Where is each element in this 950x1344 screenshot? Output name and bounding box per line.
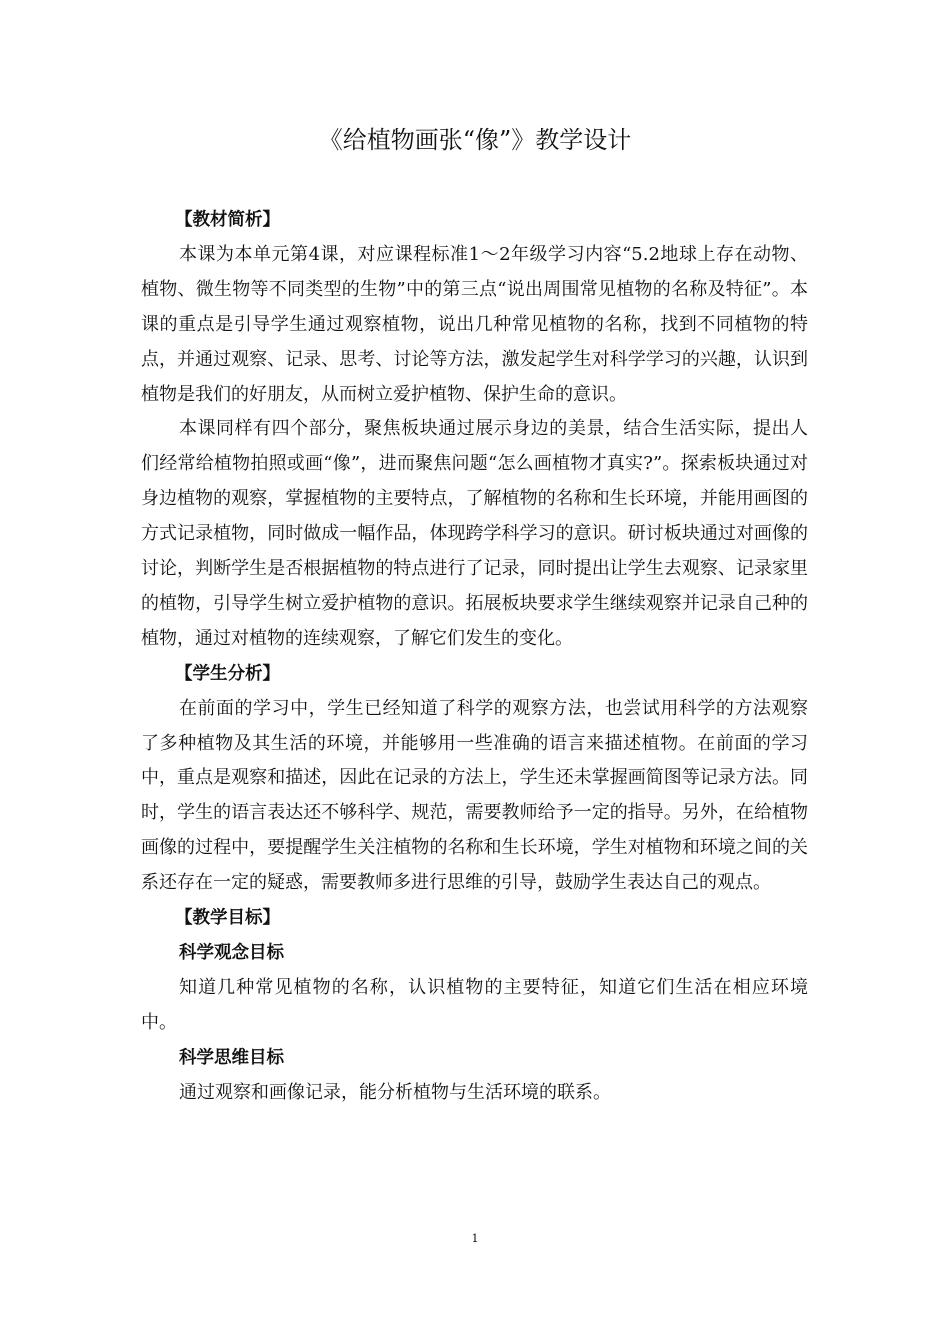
section-heading-students: 【学生分析】 xyxy=(175,663,280,684)
document-title: 《给植物画张“像”》教学设计 xyxy=(318,126,632,154)
students-paragraph-1: 在前面的学习中，学生已经知道了科学的观察方法，也尝试用科学的方法观察了多种植物及其生活的环境，并能够用一些准确的语言来描述植物。在前面的学习中，重点是观察和描述，因此在记录的方法上，学生还未掌握画简图等记录方法。同时，学生的语言表达还不够科学、规范，需要教师给予一定的指导。另外，在给植物画像的过程中，要提醒学生关注植物的名称和生长环境，学生对植物和环境之间的关系还存在一定的疑惑，需要教师多进行思维的引导，鼓励学生表达自己的观点。 xyxy=(141,697,808,894)
section-heading-materials: 【教材简析】 xyxy=(175,210,280,230)
goal-text-thinking: 通过观察和画像记录，能分析植物与生活环境的联系。 xyxy=(179,1081,611,1103)
goal-heading-concept: 科学观念目标 xyxy=(179,942,284,963)
goal-text-concept: 知道几种常见植物的名称，认识植物的主要特征，知道它们生活在相应环境中。 xyxy=(141,976,808,1033)
page-number: 1 xyxy=(471,1232,479,1245)
materials-paragraph-2: 本课同样有四个部分，聚焦板块通过展示身边的美景，结合生活实际，提出人们经常给植物拍照或画“像”，进而聚焦问题“怎么画植物才真实?”。探索板块通过对身边植物的观察，掌握植物的主要特点，了解植物的名称和生长环境，并能用画图的方式记录植物，同时做成一幅作品，体现跨学科学习的意识。研讨板块通过对画像的讨论，判断学生是否根据植物的特点进行了记录，同时提出让学生去观察、记录家里的植物，引导学生树立爱护植物的意识。拓展板块要求学生继续观察并记录自己种的植物，通过对植物的连续观察，了解它们发生的变化。 xyxy=(141,418,808,649)
document-body xyxy=(141,203,808,1110)
section-heading-goals: 【教学目标】 xyxy=(175,908,280,929)
goal-heading-thinking: 科学思维目标 xyxy=(179,1047,284,1068)
materials-paragraph-1: 本课为本单元第4课，对应课程标准1～2年级学习内容“5.2地球上存在动物、植物、微生物等不同类型的生物”中的第三点“说出周围常见植物的名称及特征”。本课的重点是引导学生通过观察植物，说出几种常见植物的名称，找到不同植物的特点，并通过观察、记录、思考、讨论等方法，激发起学生对科学学习的兴趣，认识到植物是我们的好朋友，从而树立爱护植物、保护生命的意识。 xyxy=(141,243,808,405)
